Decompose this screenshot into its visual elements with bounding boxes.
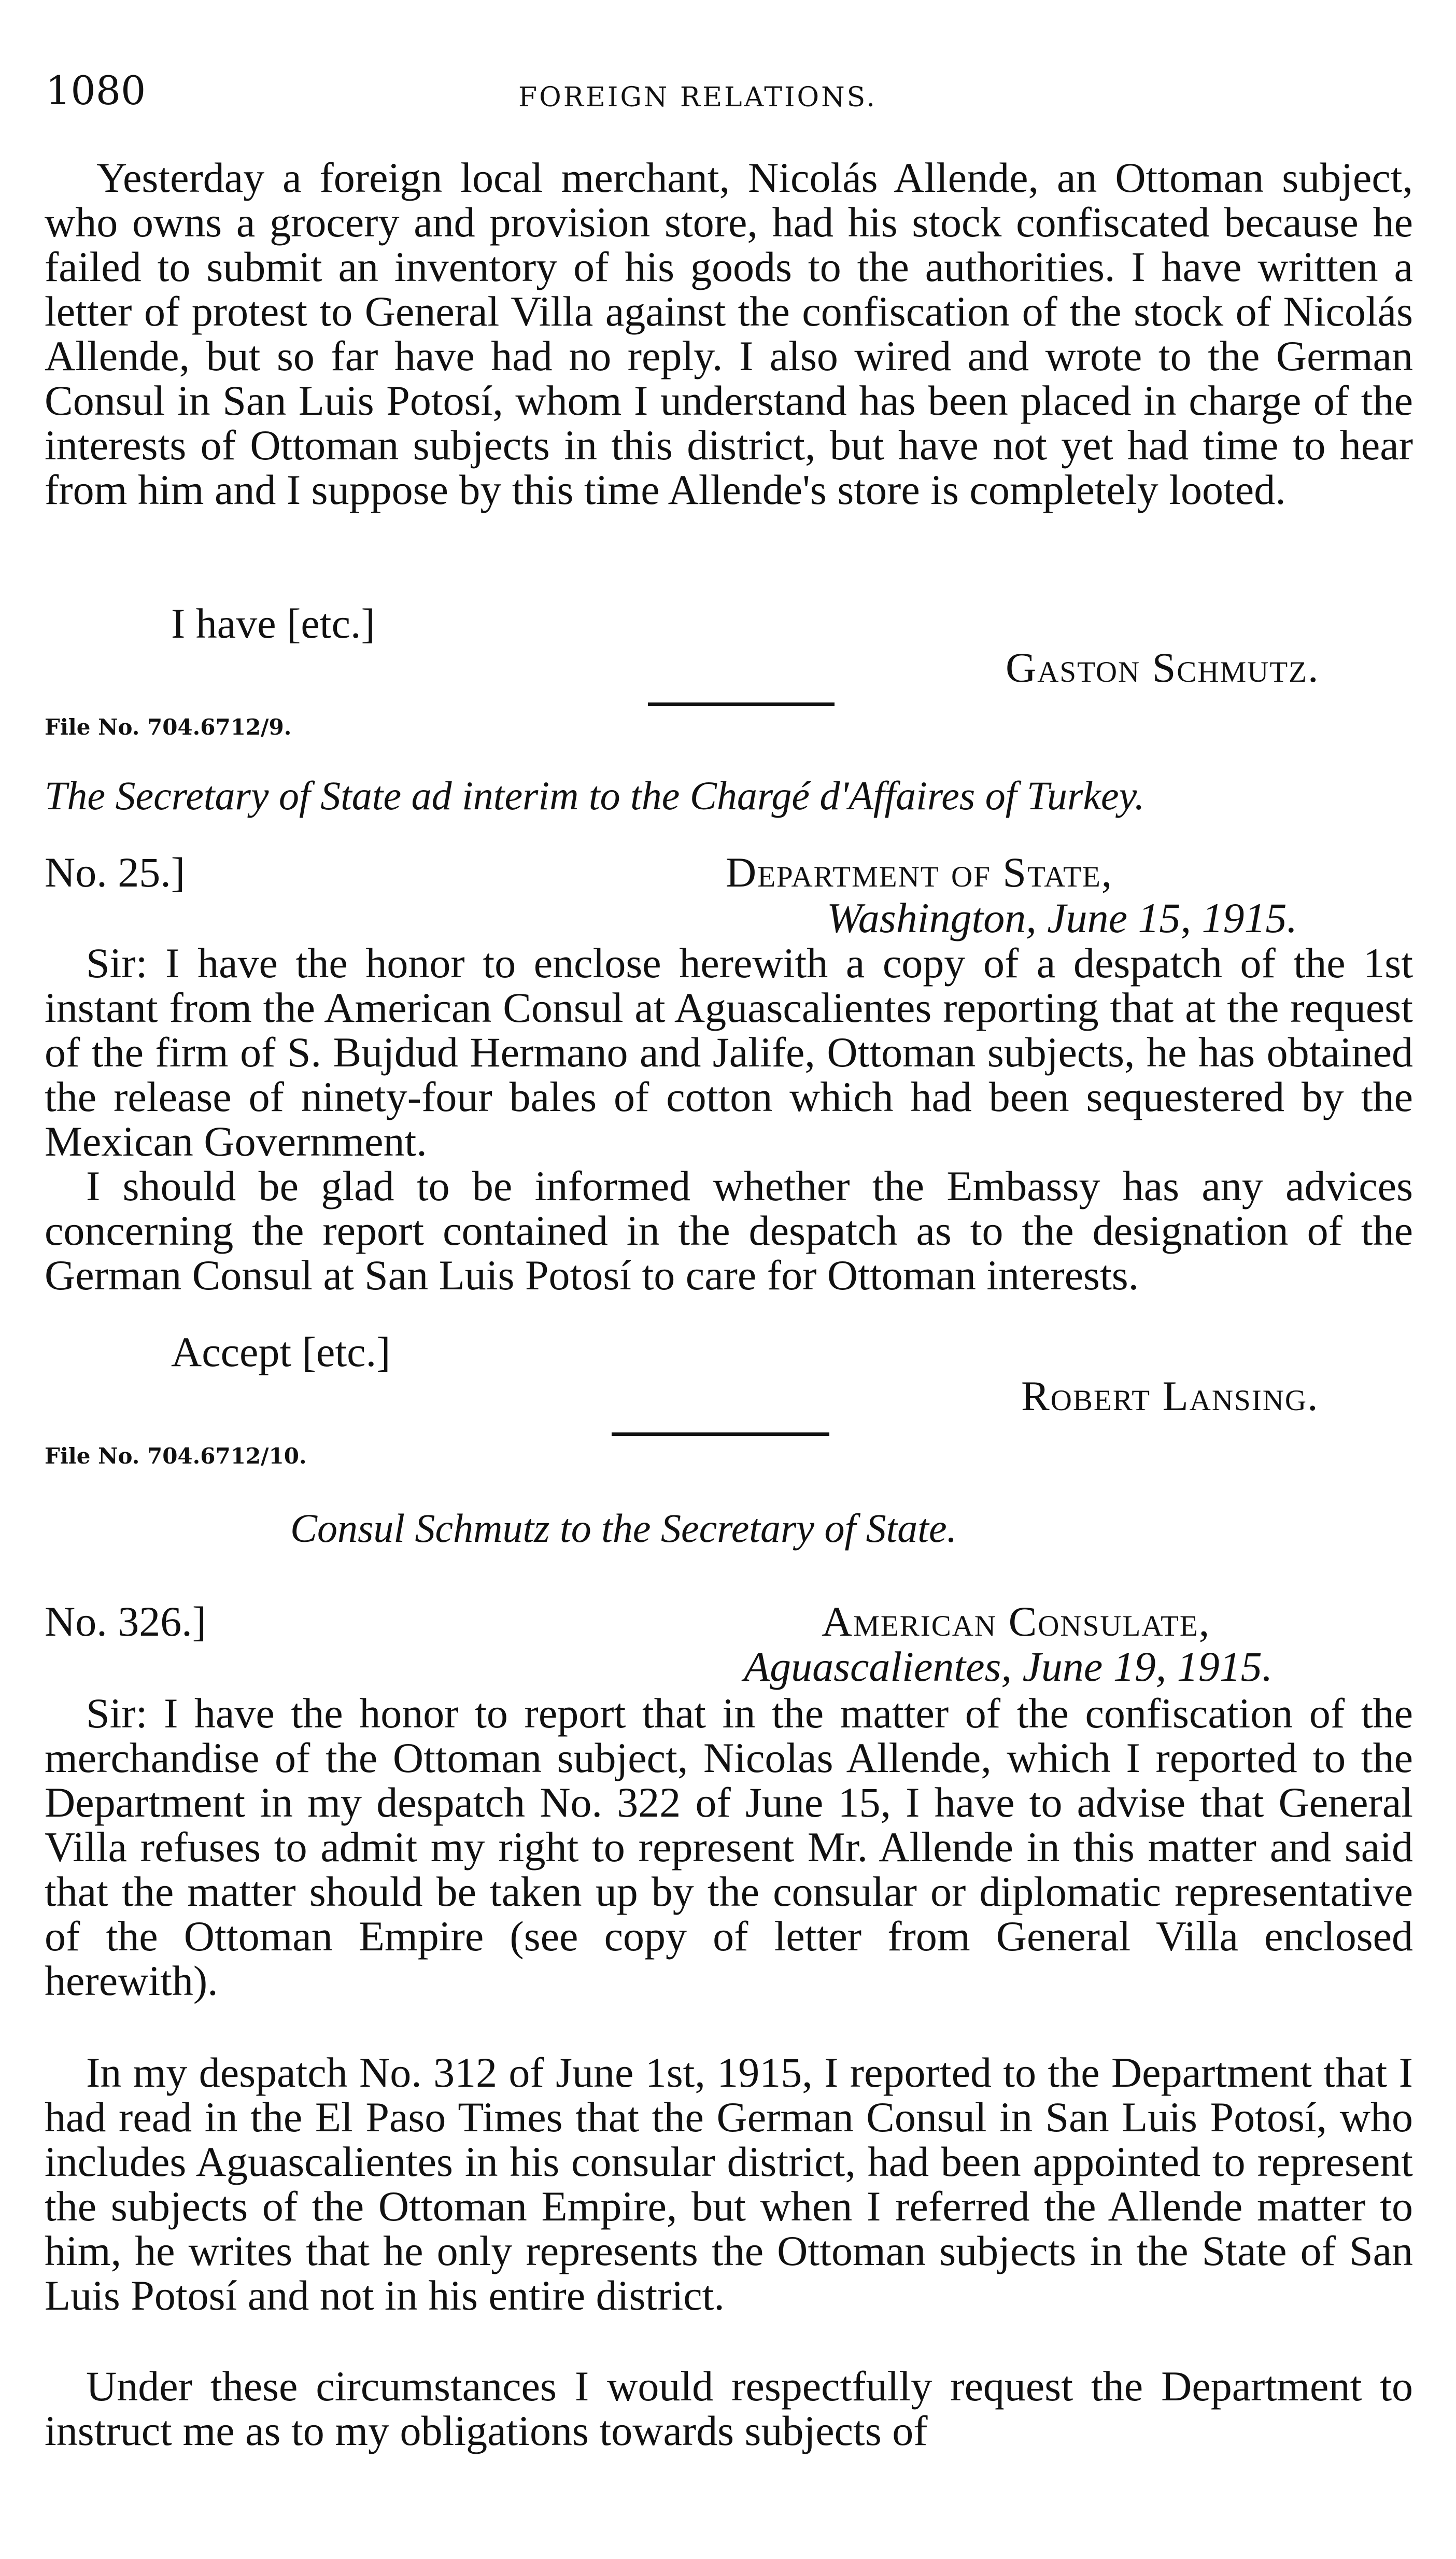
letter2-file-no: File No. 704.6712/9.	[45, 714, 292, 740]
letter1-paragraph: Yesterday a foreign local merchant, Nicolás Allende, an Ottoman subject, who owns a grocery and provision store, had his stock confiscated because he failed to submit an inventory of his goods to the authorities. I have written a letter of protest to General Villa against the confiscation of the stock of Nicolás Allende, but so far have had no reply. I also wired and wrote to the German Consul in San Luis Potosí, whom I understand has been placed in charge of the interests of Ottoman subjects in this district, but have not yet had time to hear from him and I suppose by this time Allende's store is completely looted.	[45, 154, 1413, 513]
letter2-paragraph-1: Sir: I have the honor to enclose herewith a copy of a despatch of the 1st instant from the American Consul at Aguascalientes reporting that at the request of the firm of S. Bujdud Hermano and Jalife, Ottoman subjects, he has obtained the release of ninety-four bales of cotton which had been sequestered by the Mexican Government.	[45, 939, 1413, 1165]
letter2-signature: Robert Lansing.	[1021, 1372, 1319, 1419]
letter3-number: No. 326.]	[45, 1598, 207, 1645]
letter3-paragraph-2: In my despatch No. 312 of June 1st, 1915, I reported to the Department that I had read in the El Paso Times that the German Consul in San Luis Potosí, who includes Aguascalientes in his consular district, had been appointed to represent the subjects of the Ottoman Empire, but when I referred the Allende matter to him, he writes that he only represents the Ottoman subjects in the State of San Luis Potosí and not in his entire district.	[45, 2049, 1413, 2319]
running-title: FOREIGN RELATIONS.	[518, 82, 877, 113]
letter3-place-date: Aguascalientes, June 19, 1915.	[744, 1643, 1273, 1690]
section-divider-2	[612, 1432, 829, 1436]
section-divider-1	[648, 702, 835, 706]
letter2-paragraph-2: I should be glad to be informed whether the Embassy has any advices concerning the report contained in the despatch as to the designation of the German Consul at San Luis Potosí to care for Ottoman interests.	[45, 1162, 1413, 1299]
letter3-file-no: File No. 704.6712/10.	[45, 1443, 307, 1469]
letter1-closing: I have [etc.]	[171, 600, 375, 647]
letter3-heading: Consul Schmutz to the Secretary of State.	[290, 1506, 957, 1551]
letter2-place-date: Washington, June 15, 1915.	[827, 894, 1298, 941]
letter2-office: Department of State,	[726, 849, 1113, 896]
letter2-closing: Accept [etc.]	[171, 1328, 391, 1375]
letter3-office: American Consulate,	[822, 1598, 1211, 1645]
letter1-signature: Gaston Schmutz.	[1006, 644, 1320, 691]
letter3-paragraph-3: Under these circumstances I would respectfully request the Department to instruct me as to my obligations towards subjects of	[45, 2363, 1413, 2454]
letter2-number: No. 25.]	[45, 849, 186, 896]
letter2-heading: The Secretary of State ad interim to the Chargé d'Affaires of Turkey.	[45, 773, 1145, 818]
page-number: 1080	[46, 67, 146, 114]
letter3-paragraph-1: Sir: I have the honor to report that in the matter of the confiscation of the merchandise of the Ottoman subject, Nicolas Allende, which I reported to the Department in my despatch No. 322 of June 15, I have to advise that General Villa refuses to admit my right to represent Mr. Allende in this matter and said that the matter should be taken up by the consular or diplomatic representative of the Ottoman Empire (see copy of letter from General Villa enclosed herewith).	[45, 1690, 1413, 2004]
